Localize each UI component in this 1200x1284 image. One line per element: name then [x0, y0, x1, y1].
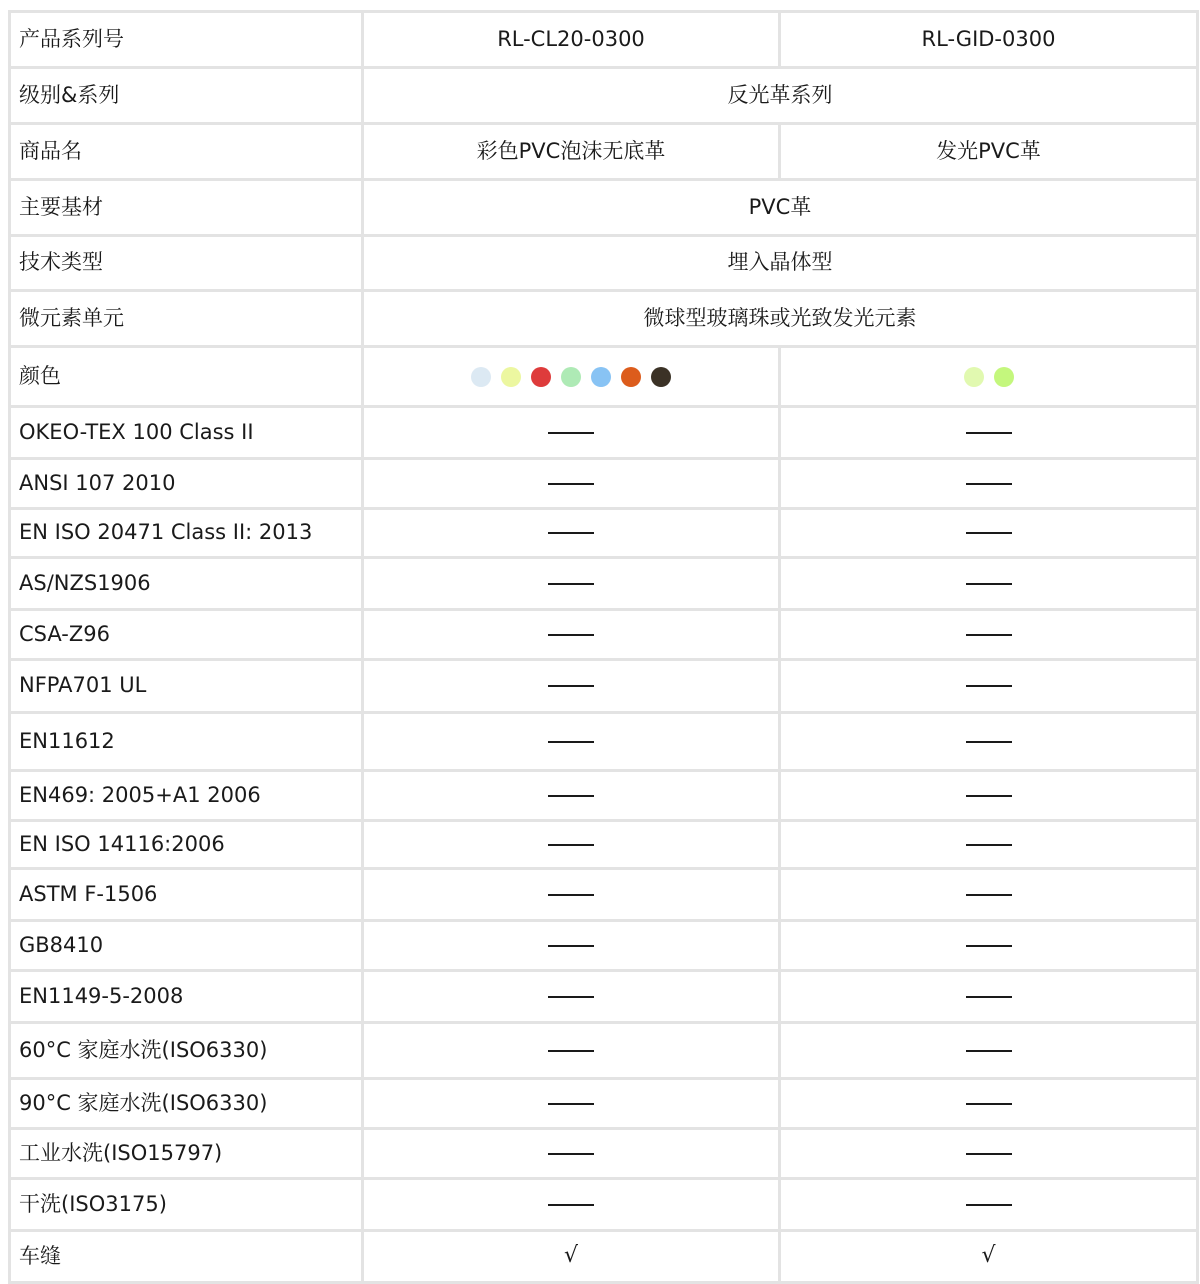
technology-value: 埋入晶体型 — [363, 236, 1198, 291]
standard-value-b — [780, 459, 1198, 509]
model-a: RL-CL20-0300 — [363, 12, 780, 68]
row-standard — [10, 971, 1198, 1023]
dash-mark — [548, 741, 594, 743]
row-label: 90°C 家庭水洗(ISO6330) — [10, 1079, 363, 1129]
row-standard — [10, 1179, 1198, 1231]
dash-mark — [548, 1103, 594, 1105]
row-technology — [10, 236, 1198, 291]
row-standard — [10, 407, 1198, 459]
dash-mark — [548, 1204, 594, 1206]
row-standard — [10, 771, 1198, 821]
row-label: EN11612 — [10, 713, 363, 771]
row-standard — [10, 869, 1198, 921]
standard-value-a — [363, 771, 780, 821]
standard-value-a — [363, 869, 780, 921]
row-standard — [10, 921, 1198, 971]
dash-mark — [966, 795, 1012, 797]
color-swatch — [651, 367, 671, 387]
row-label: OKEO-TEX 100 Class II — [10, 407, 363, 459]
standard-value-a — [363, 1079, 780, 1129]
sewing-cell-a — [363, 1231, 780, 1283]
standard-value-a — [363, 821, 780, 869]
standard-value-a — [363, 1129, 780, 1179]
dash-mark — [548, 795, 594, 797]
color-swatch — [501, 367, 521, 387]
row-label: 产品系列号 — [10, 12, 363, 68]
dash-mark — [966, 634, 1012, 636]
standard-value-b — [780, 713, 1198, 771]
dash-mark — [966, 996, 1012, 998]
standard-value-b — [780, 1023, 1198, 1079]
standard-value-b — [780, 821, 1198, 869]
row-label: 车缝 — [10, 1231, 363, 1283]
row-label: 微元素单元 — [10, 291, 363, 347]
color-swatch — [471, 367, 491, 387]
row-label: 技术类型 — [10, 236, 363, 291]
dash-mark — [966, 894, 1012, 896]
dash-mark — [966, 741, 1012, 743]
row-label: 60°C 家庭水洗(ISO6330) — [10, 1023, 363, 1079]
product-name-a: 彩色PVC泡沫无底革 — [363, 124, 780, 180]
row-color — [10, 347, 1198, 407]
standard-value-b — [780, 1129, 1198, 1179]
row-standard — [10, 558, 1198, 610]
level-series-value: 反光革系列 — [363, 68, 1198, 124]
row-label: 主要基材 — [10, 180, 363, 236]
dash-mark — [966, 1153, 1012, 1155]
standard-value-a — [363, 660, 780, 713]
standard-value-b — [780, 1079, 1198, 1129]
standard-value-b — [780, 558, 1198, 610]
row-main-material — [10, 180, 1198, 236]
row-series-number — [10, 12, 1198, 68]
micro-element-value: 微球型玻璃珠或光致发光元素 — [363, 291, 1198, 347]
row-standard — [10, 821, 1198, 869]
dash-mark — [966, 1204, 1012, 1206]
row-label: ANSI 107 2010 — [10, 459, 363, 509]
check-mark: √ — [563, 1243, 579, 1269]
color-swatch — [964, 367, 984, 387]
row-label: 商品名 — [10, 124, 363, 180]
standard-value-b — [780, 610, 1198, 660]
row-label: 干洗(ISO3175) — [10, 1179, 363, 1231]
dash-mark — [548, 685, 594, 687]
standard-value-a — [363, 971, 780, 1023]
color-swatches-a — [471, 367, 671, 387]
dash-mark — [966, 945, 1012, 947]
standard-value-a — [363, 713, 780, 771]
dash-mark — [966, 1103, 1012, 1105]
color-swatch — [531, 367, 551, 387]
row-micro-element — [10, 291, 1198, 347]
dash-mark — [548, 844, 594, 846]
dash-mark — [548, 483, 594, 485]
standard-value-b — [780, 407, 1198, 459]
product-spec-table — [8, 10, 1199, 1284]
color-swatch — [561, 367, 581, 387]
color-cell-b — [780, 347, 1198, 407]
row-level-series — [10, 68, 1198, 124]
dash-mark — [966, 583, 1012, 585]
standard-value-a — [363, 1023, 780, 1079]
row-standard — [10, 660, 1198, 713]
dash-mark — [548, 1153, 594, 1155]
sewing-cell-b — [780, 1231, 1198, 1283]
row-standard — [10, 1079, 1198, 1129]
color-swatch — [591, 367, 611, 387]
row-sewing — [10, 1231, 1198, 1283]
row-label: EN469: 2005+A1 2006 — [10, 771, 363, 821]
row-label: CSA-Z96 — [10, 610, 363, 660]
dash-mark — [548, 532, 594, 534]
row-standard — [10, 459, 1198, 509]
dash-mark — [548, 634, 594, 636]
row-standard — [10, 1129, 1198, 1179]
dash-mark — [548, 894, 594, 896]
row-label: 颜色 — [10, 347, 363, 407]
row-standard — [10, 713, 1198, 771]
spec-table-body — [10, 12, 1198, 1283]
standard-value-b — [780, 921, 1198, 971]
row-label: NFPA701 UL — [10, 660, 363, 713]
standard-value-a — [363, 459, 780, 509]
dash-mark — [548, 996, 594, 998]
dash-mark — [548, 1050, 594, 1052]
dash-mark — [548, 583, 594, 585]
row-product-name — [10, 124, 1198, 180]
row-label: EN ISO 20471 Class II: 2013 — [10, 509, 363, 558]
color-swatches-b — [964, 367, 1014, 387]
standard-value-b — [780, 509, 1198, 558]
standard-value-a — [363, 558, 780, 610]
dash-mark — [966, 532, 1012, 534]
standard-value-a — [363, 509, 780, 558]
standard-value-b — [780, 869, 1198, 921]
standard-value-a — [363, 407, 780, 459]
dash-mark — [966, 432, 1012, 434]
color-cell-a — [363, 347, 780, 407]
standard-value-b — [780, 771, 1198, 821]
dash-mark — [548, 945, 594, 947]
row-label: ASTM F-1506 — [10, 869, 363, 921]
row-standard — [10, 1023, 1198, 1079]
standard-value-b — [780, 971, 1198, 1023]
color-swatch — [994, 367, 1014, 387]
standard-value-a — [363, 1179, 780, 1231]
row-label: 工业水洗(ISO15797) — [10, 1129, 363, 1179]
row-label: EN1149-5-2008 — [10, 971, 363, 1023]
row-label: 级别&系列 — [10, 68, 363, 124]
row-standard — [10, 509, 1198, 558]
dash-mark — [966, 1050, 1012, 1052]
standard-value-a — [363, 610, 780, 660]
check-mark: √ — [981, 1243, 996, 1269]
row-label: GB8410 — [10, 921, 363, 971]
row-label: EN ISO 14116:2006 — [10, 821, 363, 869]
main-material-value: PVC革 — [363, 180, 1198, 236]
row-label: AS/NZS1906 — [10, 558, 363, 610]
standard-value-b — [780, 1179, 1198, 1231]
product-name-b: 发光PVC革 — [780, 124, 1198, 180]
dash-mark — [966, 844, 1012, 846]
model-b: RL-GID-0300 — [780, 12, 1198, 68]
dash-mark — [966, 685, 1012, 687]
color-swatch — [621, 367, 641, 387]
standard-value-b — [780, 660, 1198, 713]
row-standard — [10, 610, 1198, 660]
dash-mark — [966, 483, 1012, 485]
dash-mark — [548, 432, 594, 434]
standard-value-a — [363, 921, 780, 971]
